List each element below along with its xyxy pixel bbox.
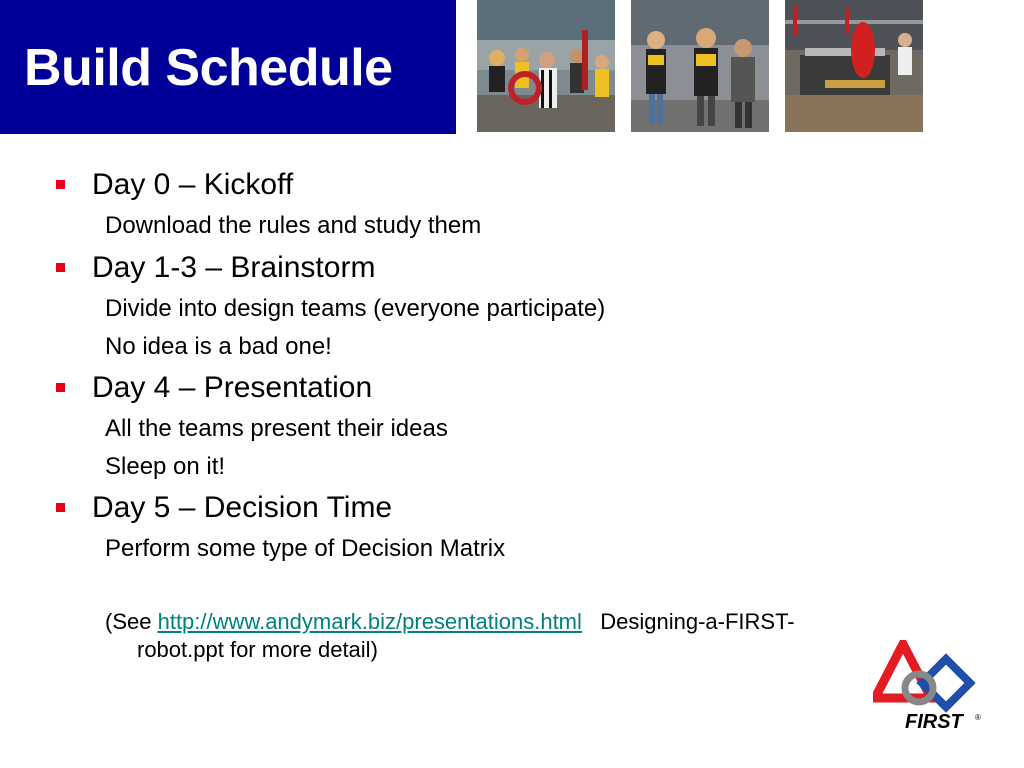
reference-note-line2: robot.ppt for more detail) [137, 637, 378, 662]
slide-title: Build Schedule [24, 39, 393, 97]
reference-note [105, 608, 795, 635]
logo-text: FIRST [905, 711, 963, 733]
note-prefix: (See [105, 609, 158, 634]
logo-registered-mark: ® [975, 713, 981, 722]
bullet-square [56, 503, 65, 512]
bullet-square [56, 180, 65, 189]
bullet-square [56, 263, 65, 272]
item-detail: All the teams present their ideas [105, 415, 448, 442]
item-detail: Divide into design teams (everyone participate) [105, 295, 606, 322]
item-detail: Perform some type of Decision Matrix [105, 535, 506, 562]
item-detail: Download the rules and study them [105, 212, 482, 239]
bullet-square [56, 383, 65, 392]
item-detail: No idea is a bad one! [105, 333, 332, 360]
item-heading: Day 5 – Decision Time [92, 491, 393, 524]
item-heading: Day 1-3 – Brainstorm [92, 251, 376, 284]
item-heading: Day 4 – Presentation [92, 371, 373, 404]
item-detail: Sleep on it! [105, 453, 226, 480]
first-logo [873, 640, 985, 735]
presentations-link[interactable]: http://www.andymark.biz/presentations.html [157, 609, 582, 634]
note-after-link: Designing-a-FIRST- [600, 609, 795, 634]
item-heading: Day 0 – Kickoff [92, 168, 294, 201]
